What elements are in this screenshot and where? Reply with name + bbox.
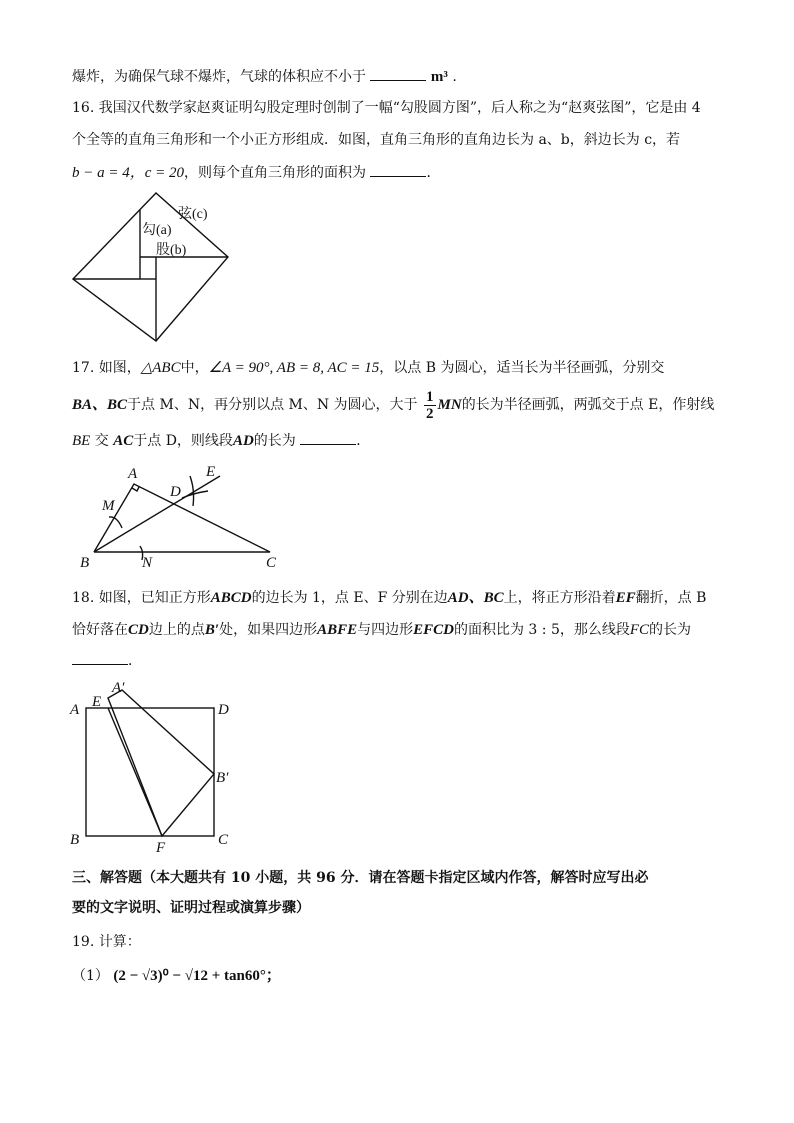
zhao-shuang-diagram: [68, 188, 238, 346]
q18-fc: FC: [629, 622, 650, 638]
label-n: N: [142, 555, 153, 571]
q17-text: 如图，: [98, 360, 141, 376]
label-b: B: [70, 832, 80, 848]
q18-bprime: B′: [204, 622, 220, 638]
label-e: E: [206, 464, 216, 480]
q17-text: 的长为半径画弧，两弧交于点 E，作射线: [461, 397, 715, 413]
section-title-line2: 要的文字说明、证明过程或演算步骤）: [72, 900, 310, 916]
q18-cd: CD: [128, 622, 149, 638]
label-gou: 勾(a): [142, 223, 172, 238]
fold-line-ef: [108, 708, 162, 836]
q18-text: 如图，已知正方形: [98, 590, 211, 606]
question-number: 16.: [72, 100, 95, 116]
q18-square: ABCD: [210, 590, 252, 606]
section-title: [72, 868, 648, 888]
label-d: D: [170, 484, 181, 500]
triangle-construction-diagram: [74, 460, 294, 572]
frac-den: 2: [426, 405, 434, 422]
label-c: C: [266, 555, 277, 571]
q17-triangle: △ABC: [140, 360, 181, 376]
q17-ray: BE: [72, 433, 91, 449]
q17-text: ，以点 B 为圆心，适当长为半径画弧，分别交: [379, 360, 665, 376]
q16-end: ．: [426, 165, 441, 181]
q17-line2: [72, 388, 714, 422]
q15-unit: m³: [430, 69, 448, 85]
q16-line1: [72, 98, 701, 118]
answer-blank: [300, 430, 356, 445]
q18-text: 处，如果四边形: [219, 622, 318, 638]
square-abcd: [86, 708, 214, 836]
square-fold-diagram: [66, 678, 246, 854]
q18-efcd: EFCD: [413, 622, 454, 638]
label-xian: 弦(c): [178, 207, 208, 222]
q16-text2: 个全等的直角三角形和一个小正方形组成．如图，直角三角形的直角边长为 a、b，斜边长为 c，若: [72, 132, 681, 148]
folded-quadrilateral: [108, 690, 214, 836]
q18-ef: EF: [615, 590, 636, 606]
q18-text: 翻折，点 B: [635, 590, 707, 606]
frac-num: 1: [426, 388, 434, 405]
q16-condition: b − a = 4，c = 20: [72, 165, 185, 181]
q18-text: 的边长为 1，点 E、F 分别在边: [251, 590, 448, 606]
answer-blank: [370, 162, 426, 177]
arc-e1: [190, 476, 194, 506]
q18-sides: AD、BC: [447, 590, 504, 606]
q18-line1: [72, 588, 706, 608]
label-f: F: [156, 840, 166, 854]
q17-sides: BA、BC: [72, 397, 128, 413]
q18-end: ．: [128, 653, 142, 669]
q18-text: 边上的点: [148, 622, 205, 638]
q18-abfe: ABFE: [317, 622, 358, 638]
label-e: E: [92, 694, 102, 710]
question-number: 19.: [72, 934, 95, 950]
question-number: 18.: [72, 590, 95, 606]
q15-text: 爆炸，为确保气球不爆炸，气球的体积应不小于: [72, 69, 366, 85]
triangle-abc: [94, 484, 270, 552]
label-m: M: [102, 498, 115, 514]
arc-e2: [182, 491, 208, 498]
label-a: A: [128, 466, 138, 482]
q19-part1: [72, 966, 281, 986]
q17-ac: AC: [113, 433, 134, 449]
q17-line3: [72, 430, 370, 451]
q18-text: 的面积比为 3 : 5，那么线段: [453, 622, 630, 638]
q17-mn: MN: [437, 397, 462, 413]
q18-text: 恰好落在: [72, 622, 128, 638]
answer-blank: [370, 66, 426, 81]
q15-tail-line: [72, 66, 457, 87]
label-b-prime: B′: [216, 770, 229, 786]
section-title-2: [72, 898, 310, 918]
q17-ad: AD: [232, 433, 254, 449]
ray-be: [94, 476, 220, 552]
q17-text: 的长为: [253, 433, 296, 449]
q19-line1: [72, 932, 141, 952]
answer-blank: [72, 650, 128, 665]
q17-condition: ∠A = 90°, AB = 8, AC = 15: [208, 360, 380, 376]
q16-line3: [72, 162, 440, 183]
label-gu: 股(b): [156, 243, 187, 258]
question-number: 17.: [72, 360, 95, 376]
q16-line2: [72, 130, 680, 150]
label-d: D: [218, 702, 229, 718]
section-title-line1: 三、解答题（本大题共有 10 小题，共 96 分．请在答题卡指定区域内作答，解答时应写出必: [72, 870, 649, 886]
q18-text: 的长为: [649, 622, 692, 638]
label-a-prime: A′: [112, 680, 125, 696]
q19-label: 计算：: [98, 934, 141, 950]
q19-expression: (2 − √3)⁰ − √12 + tan60°；: [113, 968, 281, 984]
q15-end: .: [452, 69, 457, 85]
q17-end: ．: [356, 433, 371, 449]
q17-line1: [72, 358, 664, 378]
q18-line3: [72, 650, 142, 671]
q16-text1: 我国汉代数学家赵爽证明勾股定理时创制了一幅“勾股圆方图”，后人称之为“赵爽弦图”，它是由 4: [98, 100, 701, 116]
q18-text: 与四边形: [357, 622, 414, 638]
q18-text: 上，将正方形沿着: [503, 590, 616, 606]
label-c: C: [218, 832, 229, 848]
q19-part-label: （1）: [72, 968, 109, 984]
q16-text3: ，则每个直角三角形的面积为: [184, 165, 367, 181]
label-b: B: [80, 555, 90, 571]
fraction-half: [424, 389, 436, 422]
label-a: A: [70, 702, 80, 718]
right-angle-mark: [132, 487, 139, 491]
q17-text: 于点 M、N，再分别以点 M、N 为圆心，大于: [127, 397, 418, 413]
q17-text: 于点 D，则线段: [133, 433, 233, 449]
q17-text: 中，: [180, 360, 209, 376]
q18-line2: [72, 620, 691, 640]
q17-text: 交: [94, 433, 109, 449]
